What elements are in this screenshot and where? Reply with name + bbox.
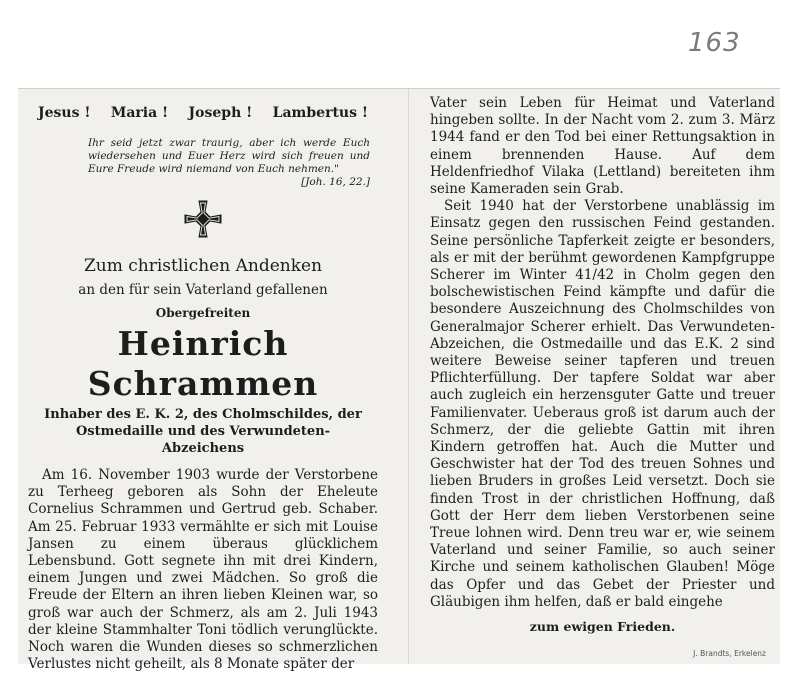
invocation-line	[28, 97, 378, 121]
deceased-name: Heinrich Schrammen	[87, 324, 319, 403]
honors-list: Inhaber des E. K. 2, des Cholmschildes, der Ostmedaille und des Verwundeten-Abzeichens	[44, 407, 362, 456]
memorial-card	[18, 88, 780, 673]
iron-cross-icon	[182, 198, 224, 244]
invocation-maria: Maria !	[110, 105, 169, 121]
bible-reference: [Joh. 16, 22.]	[301, 176, 370, 188]
invocation-joseph: Joseph !	[188, 105, 253, 121]
invocation-jesus: Jesus !	[38, 105, 91, 121]
military-rank: Obergefreiten	[155, 306, 251, 320]
printer-imprint: J. Brandts, Erkelenz	[693, 649, 766, 658]
biography-paragraph: Vater sein Leben für Heimat und Vaterland hingeben sollte. In der Nacht vom 2. zum 3. März 1944 fand er den Tod bei einer Rettungsaktion in einem brennenden Hause. Auf dem Heldenfriedhof Vilaka (Lettland) bereiteten ihm seine Kameraden sein Grab.	[430, 95, 775, 198]
invocation-lambertus: Lambertus !	[272, 105, 368, 121]
biography-paragraph: Seit 1940 hat der Verstorbene unablässig im Einsatz gegen den russischen Feind gestanden. Seine persönliche Tapferkeit zeigte er besonders, als er mit der berühmt gewordenen Kampfgruppe Scherer im Winter 41/42 in Cholm gegen den bolschewistischen Feind kämpfte und dafür die besondere Auszeichnung des Cholmschildes von Generalmajor Scherer erhielt. Das Verwundeten-Abzeichen, die Ostmedaille und das E.K. 2 sind weitere Beweise seiner tapferen und treuen Pflichterfüllung. Der tapfere Soldat war aber auch zugleich ein herzensguter Gatte und treuer Familienvater. Ueberaus groß ist darum auch der Schmerz, der die geliebte Gattin mit ihren Kindern getroffen hat. Auch die Mutter und Geschwister hat der Tod des treuen Sohnes und lieben Bruders in großes Leid versetzt. Doch sie finden Trost in der christlichen Hoffnung, daß Gott der Herr dem lieben Verstorbenen seine Treue lohnen wird. Denn treu war er, wie seinem Vaterland und seiner Familie, so auch seiner Kirche und seinem katholischen Glauben! Möge das Opfer und das Gebet der Priester und Gläubigen ihm helfen, daß er bald eingehe	[430, 198, 775, 610]
memorial-title: Zum christlichen Andenken	[83, 256, 323, 276]
biography-right	[430, 95, 775, 611]
right-page	[430, 95, 775, 664]
left-page	[28, 97, 378, 673]
biography-paragraph: Am 16. November 1903 wurde der Verstorbene zu Terheeg geboren als Sohn der Eheleute Cornelius Schrammen und Gertrud geb. Schaber. Am 25. Februar 1933 vermählte er sich mit Louise Jansen zu einem überaus glücklichem Lebensbund. Gott segnete ihn mit drei Kindern, einem Jungen und zwei Mädchen. So groß die Freude der Eltern an ihren lieben Kleinen war, so groß war auch der Schmerz, als am 2. Juli 1943 der kleine Stammhalter Toni tödlich verunglückte. Noch waren die Wunden dieses so schmerzlichen Verlustes nicht geheilt, als 8 Monate später der	[28, 467, 378, 673]
closing-line: zum ewigen Frieden.	[529, 619, 676, 635]
bible-quote: Ihr seid jetzt zwar traurig, aber ich werde Euch wiedersehen und Euer Herz wird sich freuen und Eure Freude wird niemand von Euch nehmen."	[88, 137, 370, 175]
memorial-subtitle: an den für sein Vaterland gefallenen	[78, 282, 328, 298]
page-number: 163	[688, 28, 741, 58]
card-fold-line	[408, 89, 409, 664]
biography-left	[28, 467, 378, 673]
